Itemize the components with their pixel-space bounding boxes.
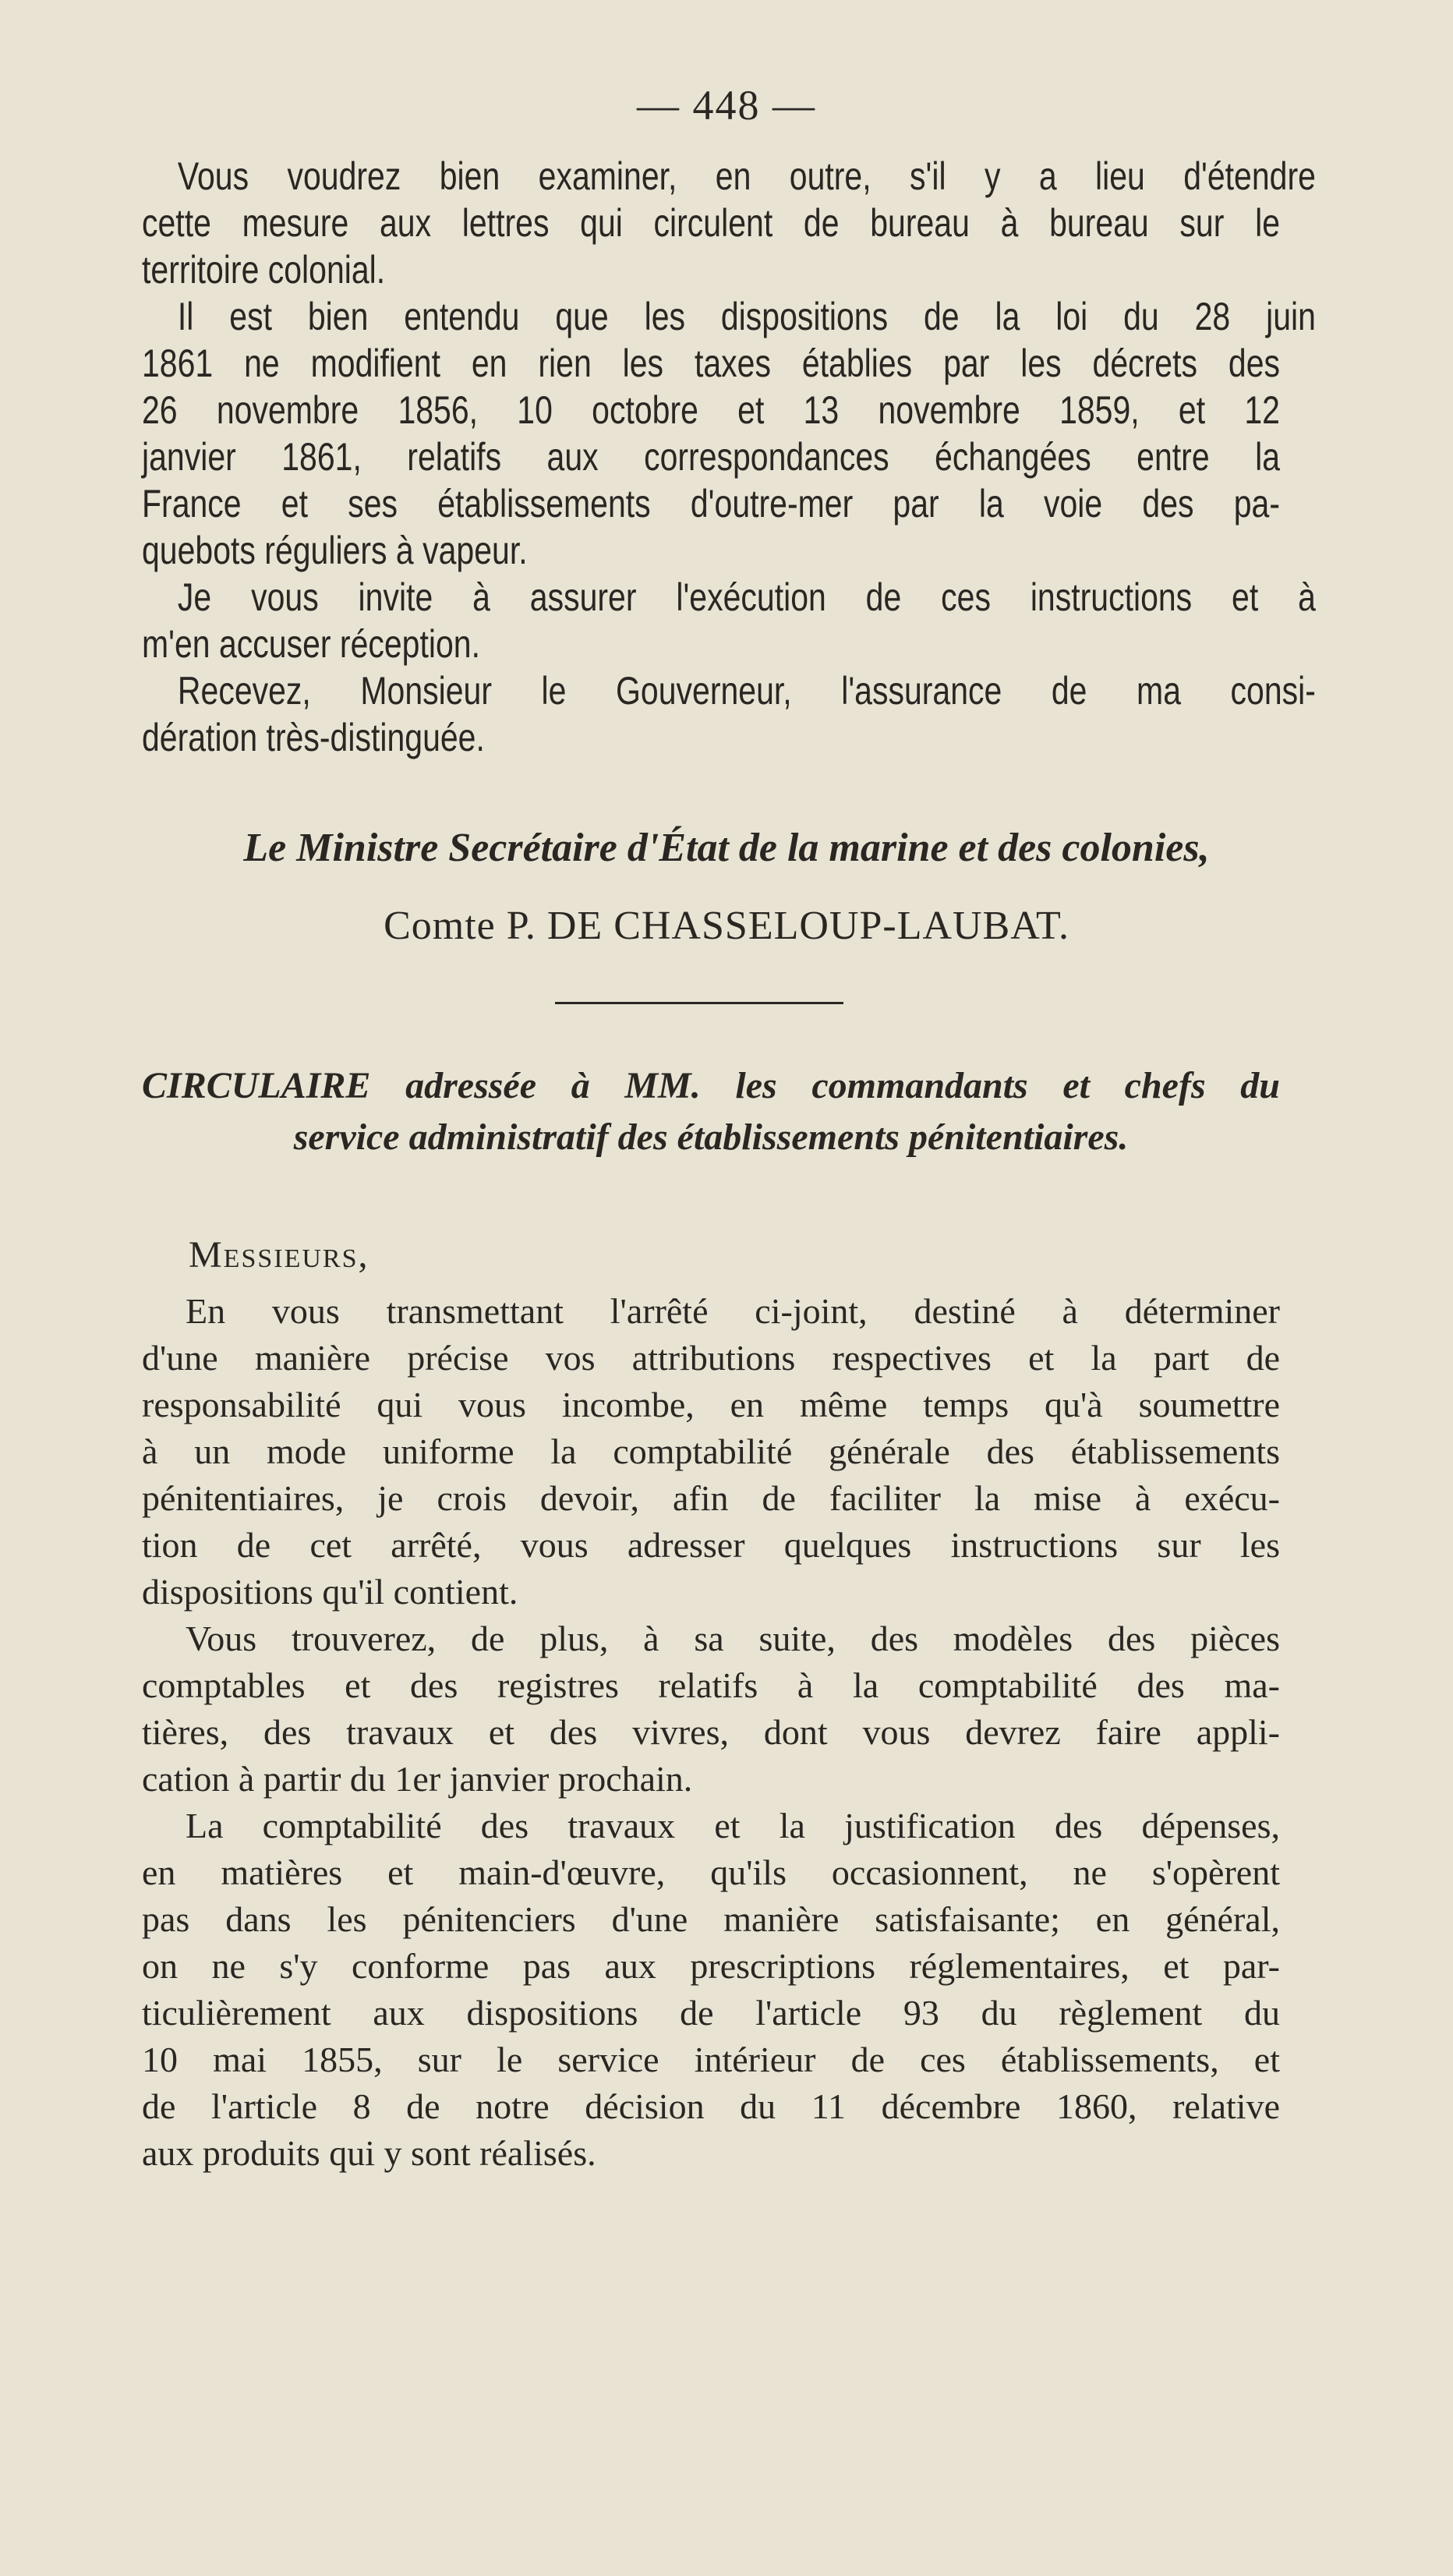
signature-name: Comte P. DE CHASSELOUP-LAUBAT.: [384, 904, 1069, 948]
text-line: cation à partir du 1er janvier prochain.: [142, 1759, 693, 1799]
text-line: Je vous invite à assurer l'exécution de ces instructions et à: [177, 575, 1316, 619]
text-line: La comptabilité des travaux et la justification des dépenses,: [186, 1806, 1280, 1845]
text-line: d'une manière précise vos attributions respectives et la part de: [142, 1338, 1280, 1378]
page-number: — 448 —: [637, 82, 816, 129]
circular-title: [142, 1060, 1280, 1163]
text-line: tières, des travaux et des vivres, dont vous devrez faire appli-: [142, 1712, 1280, 1752]
text-line: pas dans les pénitenciers d'une manière satisfaisante; en général,: [142, 1899, 1280, 1939]
text-line: m'en accuser réception.: [142, 622, 480, 666]
section-divider: [555, 1002, 843, 1004]
text-line: en matières et main-d'œuvre, qu'ils occasionnent, ne s'opèrent: [142, 1852, 1280, 1892]
text-line: 10 mai 1855, sur le service intérieur de ces établissements, et: [142, 2040, 1280, 2079]
paragraphs-section-1: [142, 153, 1316, 761]
text-line: ticulièrement aux dispositions de l'article 93 du règlement du: [142, 1993, 1280, 2033]
text-line: territoire colonial.: [142, 248, 386, 292]
signature-title: Le Ministre Secrétaire d'État de la marine et des colonies,: [243, 826, 1210, 870]
text-line: Vous voudrez bien examiner, en outre, s'il y a lieu d'étendre: [177, 154, 1316, 198]
text-line: aux produits qui y sont réalisés.: [142, 2133, 596, 2173]
text-line: de l'article 8 de notre décision du 11 décembre 1860, relative: [142, 2086, 1280, 2126]
circular-title-line-2: service administratif des établissements pénitentiaires.: [293, 1116, 1129, 1158]
text-line: dispositions qu'il contient.: [142, 1572, 518, 1612]
text-line: cette mesure aux lettres qui circulent de bureau à bureau sur le: [142, 201, 1280, 245]
text-line: 26 novembre 1856, 10 octobre et 13 novembre 1859, et 12: [142, 388, 1280, 432]
text-line: comptables et des registres relatifs à la comptabilité des ma-: [142, 1665, 1280, 1705]
text-line: pénitentiaires, je crois devoir, afin de faciliter la mise à exécu-: [142, 1478, 1280, 1518]
text-line: 1861 ne modifient en rien les taxes établies par les décrets des: [142, 341, 1280, 385]
text-line: France et ses établissements d'outre-mer par la voie des pa-: [142, 482, 1280, 525]
text-line: à un mode uniforme la comptabilité générale des établissements: [142, 1431, 1280, 1471]
text-line: Il est bien entendu que les dispositions de la loi du 28 juin: [177, 295, 1316, 338]
text-line: tion de cet arrêté, vous adresser quelques instructions sur les: [142, 1525, 1280, 1565]
text-line: dération très-distinguée.: [142, 716, 485, 759]
text-line: on ne s'y conforme pas aux prescriptions réglementaires, et par-: [142, 1946, 1280, 1986]
text-line: En vous transmettant l'arrêté ci-joint, destiné à déterminer: [186, 1291, 1280, 1331]
paragraphs-section-2: [142, 1288, 1280, 2177]
text-line: Vous trouverez, de plus, à sa suite, des modèles des pièces: [186, 1619, 1280, 1658]
text-line: janvier 1861, relatifs aux correspondances échangées entre la: [142, 435, 1280, 479]
text-line: Recevez, Monsieur le Gouverneur, l'assurance de ma consi-: [177, 669, 1316, 713]
circular-title-line-1: CIRCULAIRE adressée à MM. les commandants et chefs du: [142, 1065, 1280, 1106]
text-line: quebots réguliers à vapeur.: [142, 529, 528, 572]
salutation: Messieurs,: [189, 1234, 369, 1276]
text-line: responsabilité qui vous incombe, en même temps qu'à soumettre: [142, 1385, 1280, 1424]
